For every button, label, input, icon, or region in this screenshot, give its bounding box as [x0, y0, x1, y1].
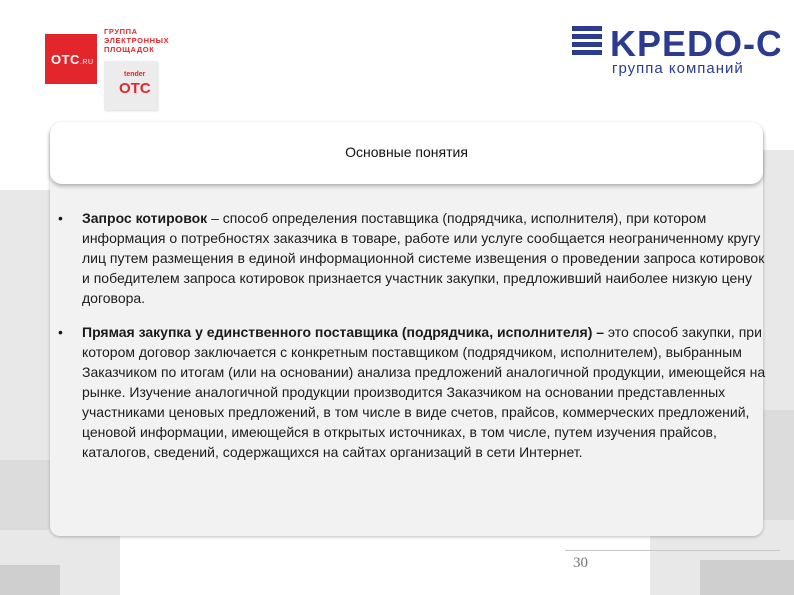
list-item	[56, 322, 768, 462]
group-label	[104, 27, 169, 54]
definition: это способ закупки, при котором договор заключается с конкретным поставщиком (подрядчиком, исполнителем), выбранным Заказчиком по итогам (или на основании) анализа предложений аналогичной продукции, имеющейся на рынке. Изучение аналогичной продукции производится Заказчиком на основании представленных участниками ценовых предложений, в том числе в виде счетов, прайсов, коммерческих предложений, ценовой информации, имеющейся в открытых источниках, в том числе, путем изучения прайсов, каталогов, сведений, содержащихся на сайтах организаций в сети Интернет.	[82, 324, 766, 460]
title-box	[50, 122, 763, 184]
footer-divider	[565, 550, 780, 551]
bullet-marker: •	[58, 210, 63, 226]
group-label-line: ПЛОЩАДОК	[104, 45, 155, 54]
otc-logo: OTC.RU	[45, 34, 97, 84]
page-number: 30	[573, 555, 588, 571]
kredo-name: KPEDO-C	[610, 23, 780, 62]
list-item	[56, 208, 768, 308]
definition: – способ определения поставщика (подрядчика, исполнителя), при котором информация о потребностях заказчика в товаре, работе или услуге сообщается неограниченному кругу лиц путем размещения в единой информационной системе извещения о проведении запроса котировок и победителем запроса котировок признается участник закупки, предложивший наиболее низкую цену договора.	[82, 210, 765, 306]
kredo-wordmark	[570, 18, 780, 62]
group-label-line: ЭЛЕКТРОННЫХ	[104, 36, 170, 45]
tender-otc-logo	[104, 61, 157, 110]
kredo-subtitle: группа компаний	[612, 60, 744, 77]
kredo-logo	[570, 18, 780, 80]
group-label-line: ГРУППА	[104, 27, 138, 36]
term: Запрос котировок	[82, 210, 208, 226]
tender-small-label: tender	[124, 71, 146, 78]
bullet-list	[56, 208, 768, 476]
tender-big-label: OTC	[119, 80, 151, 97]
bullet-marker: •	[58, 324, 63, 340]
term: Прямая закупка у единственного поставщика (подрядчика, исполнителя) –	[82, 324, 605, 340]
page-title: Основные понятия	[345, 144, 468, 160]
